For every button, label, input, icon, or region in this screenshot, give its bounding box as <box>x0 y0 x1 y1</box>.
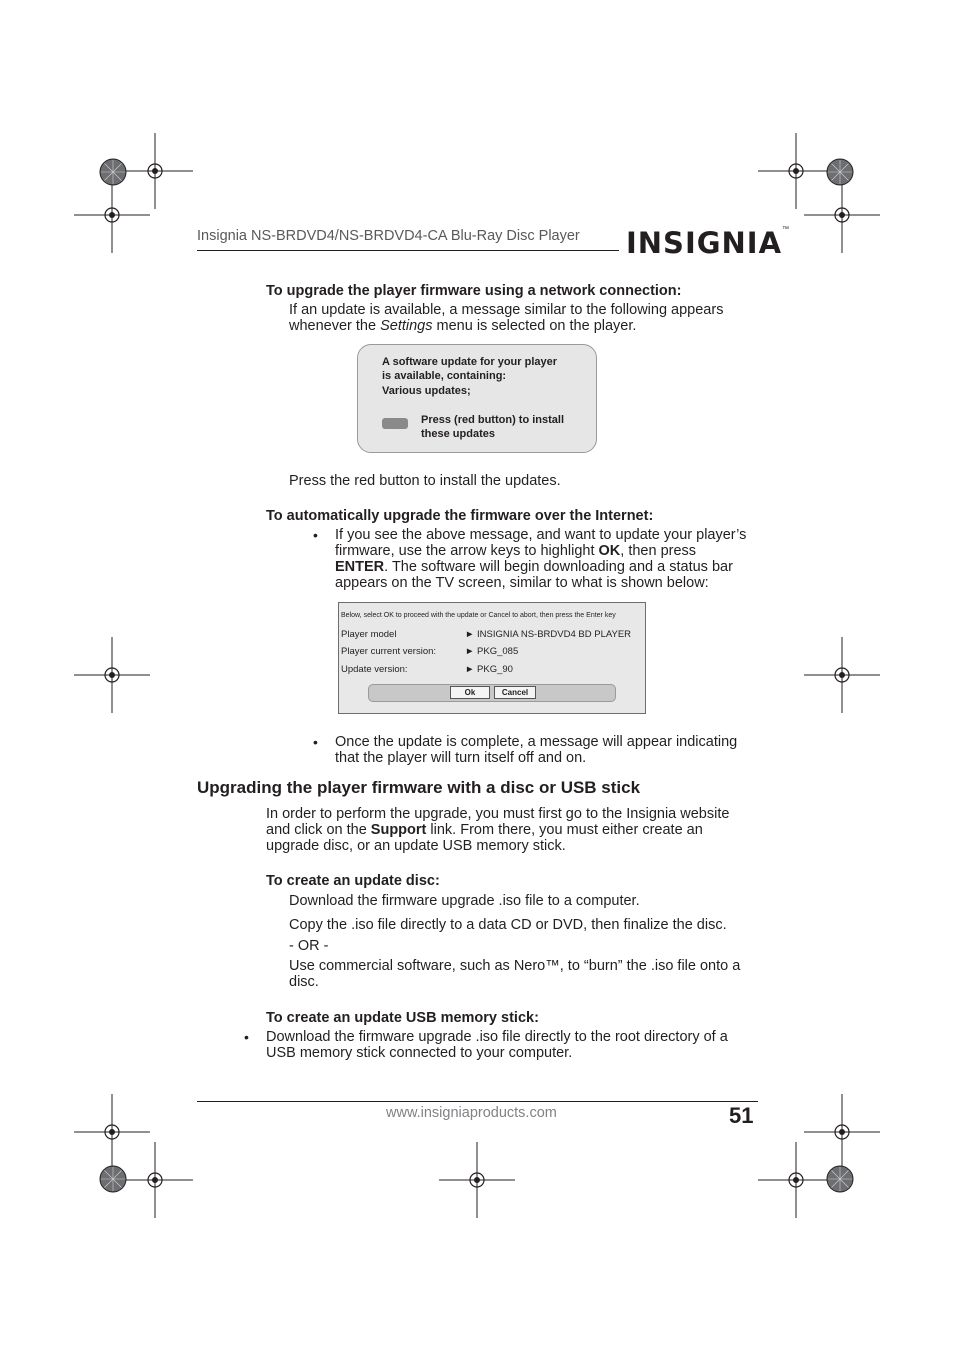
auto-b2-line1: Once the update is complete, a message will appear indicating <box>335 734 738 750</box>
dialog-message-line1: A software update for your player <box>382 356 558 368</box>
red-button-icon <box>382 418 408 429</box>
bullet-2: • <box>313 734 318 750</box>
footer-url: www.insigniaproducts.com <box>386 1105 557 1121</box>
section-para-line2: and click on the Support link. From there, you must either create an <box>266 822 703 838</box>
usb-heading: To create an update USB memory stick: <box>266 1010 539 1026</box>
usb-line1: Download the firmware upgrade .iso file directly to the root directory of a <box>266 1029 728 1045</box>
arrow-right-icon: ► <box>465 664 475 675</box>
bullet-3: • <box>244 1029 249 1045</box>
auto-b1-line3: ENTER. The software will begin downloading and a status bar <box>335 559 733 575</box>
status-bar <box>368 684 616 702</box>
support-link-name: Support <box>370 822 427 838</box>
dialog-message-line2: is available, containing: <box>382 370 507 382</box>
section-heading: Upgrading the player firmware with a disc or USB stick <box>197 778 641 797</box>
network-heading: To upgrade the player firmware using a network connection: <box>266 283 682 299</box>
dialog-message-line3: Various updates; <box>382 385 471 397</box>
row-value-player-model: ► INSIGNIA NS-BRDVD4 BD PLAYER <box>465 629 632 640</box>
disc-step2: Copy the .iso file directly to a data CD or DVD, then finalize the disc. <box>289 917 727 933</box>
bullet-1: • <box>313 527 318 543</box>
dialog-instruction: Below, select OK to proceed with the update or Cancel to abort, then press the Enter key <box>341 612 616 619</box>
header-rule <box>197 250 619 251</box>
row-value-update-version: ► PKG_90 <box>465 664 513 675</box>
section-para-line3: upgrade disc, or an update USB memory stick. <box>266 838 566 854</box>
row-label-current-version: Player current version: <box>341 646 437 657</box>
section-para-line1: In order to perform the upgrade, you must first go to the Insignia website <box>266 806 730 822</box>
auto-b1-line4: appears on the TV screen, similar to what is shown below: <box>335 575 709 591</box>
ok-button: Ok <box>450 686 490 699</box>
page-number: 51 <box>729 1103 754 1128</box>
ok-keyword: OK <box>598 543 621 559</box>
dialog-press-line1: Press (red button) to install <box>421 414 565 426</box>
insignia-logo: INSIGNIA™ <box>626 226 790 260</box>
network-intro-line2: whenever the Settings menu is selected on the player. <box>289 318 637 334</box>
footer-rule <box>197 1101 758 1102</box>
arrow-right-icon: ► <box>465 646 475 657</box>
usb-line2: USB memory stick connected to your computer. <box>266 1045 573 1061</box>
update-status-dialog <box>338 602 646 714</box>
disc-step1: Download the firmware upgrade .iso file to a computer. <box>289 893 640 909</box>
auto-heading: To automatically upgrade the firmware over the Internet: <box>266 508 654 524</box>
network-after-text: Press the red button to install the updates. <box>289 473 561 489</box>
dialog-press-line2: these updates <box>421 428 495 440</box>
auto-b1-line2: firmware, use the arrow keys to highlight OK, then press <box>335 543 697 559</box>
disc-heading: To create an update disc: <box>266 873 440 889</box>
software-update-dialog <box>357 344 597 453</box>
network-intro-line1: If an update is available, a message similar to the following appears <box>289 302 724 318</box>
cancel-button: Cancel <box>494 686 536 699</box>
disc-step3-line2: disc. <box>289 974 319 990</box>
settings-menu-name: Settings <box>380 318 433 334</box>
row-value-current-version: ► PKG_085 <box>465 646 519 657</box>
row-label-update-version: Update version: <box>341 664 408 675</box>
auto-b2-line2: that the player will turn itself off and on. <box>335 750 587 766</box>
enter-keyword: ENTER <box>335 559 385 575</box>
arrow-right-icon: ► <box>465 629 475 640</box>
auto-b1-line1: If you see the above message, and want to update your player’s <box>335 527 747 543</box>
disc-step3-line1: Use commercial software, such as Nero™, to “burn” the .iso file onto a <box>289 958 741 974</box>
row-label-player-model: Player model <box>341 629 397 640</box>
disc-or: - OR - <box>289 938 329 954</box>
running-header-title: Insignia NS-BRDVD4/NS-BRDVD4-CA Blu-Ray Disc Player <box>197 228 580 244</box>
